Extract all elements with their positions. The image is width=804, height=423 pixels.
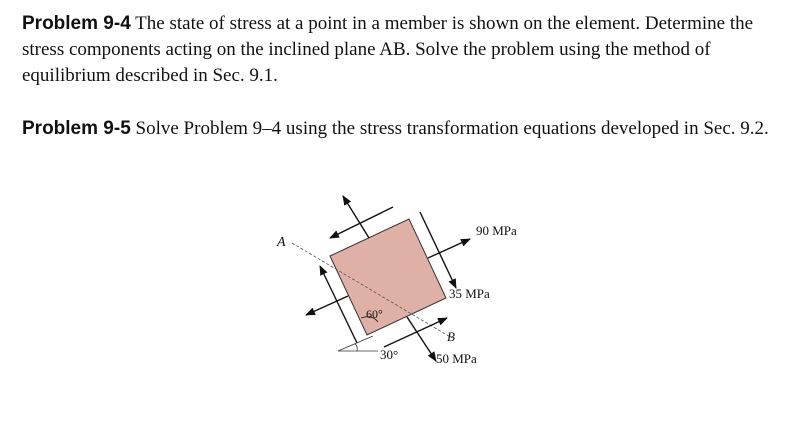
- stress-90-label: 90 MPa: [476, 223, 517, 238]
- angle-30-label: 30°: [380, 347, 399, 362]
- problem-9-4-label: Problem 9-4: [22, 13, 131, 34]
- stress-50-label: 50 MPa: [436, 351, 477, 366]
- angle-30-triangle: [338, 336, 378, 351]
- angle-60-label: 60°: [366, 307, 383, 321]
- stress-element-square: [330, 219, 446, 335]
- problem-9-5-label: Problem 9-5: [22, 118, 131, 139]
- stress-35-label: 35 MPa: [449, 286, 490, 301]
- point-b-label: B: [447, 329, 455, 344]
- problem-9-4-text: The state of stress at a point in a member is shown on the element. Determine the stress components acting on the inclined plane AB. Solve the problem using the method of equilibrium described in Sec. 9.1.: [22, 13, 754, 86]
- point-a-label: A: [277, 235, 286, 250]
- problem-9-5-text: Solve Problem 9–4 using the stress transformation equations developed in Sec. 9.2.: [130, 118, 769, 139]
